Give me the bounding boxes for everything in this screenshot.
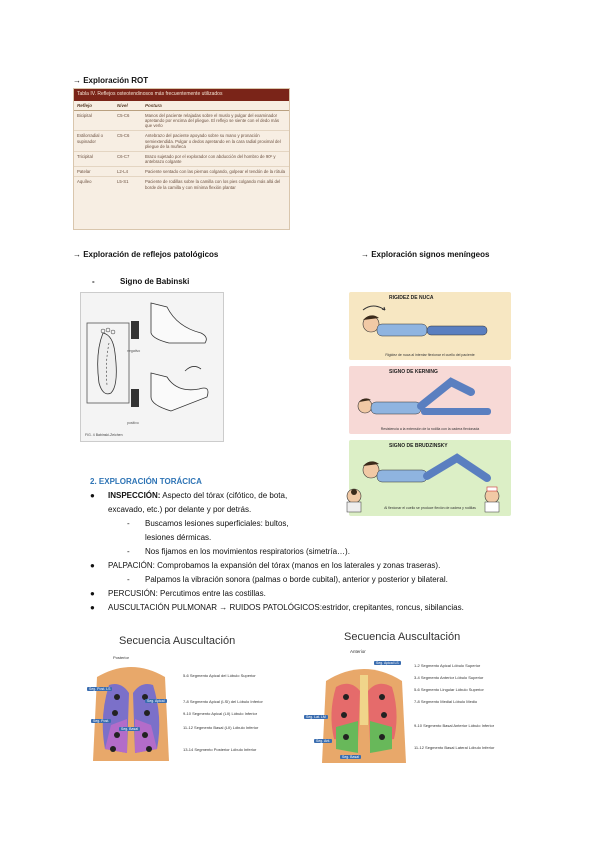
babinski-label: Signo de Babinski: [120, 277, 190, 286]
ausc-left-note: 5-6 Segmento Apical del Lóbulo Superior: [183, 673, 256, 678]
segment-tag: Seg. Ant.: [316, 739, 331, 743]
rot-cell: L2-L4: [117, 169, 128, 175]
percusion-label: PERCUSIÓN:: [108, 589, 158, 598]
palpacion-text: Comprobamos la expansión del tórax (manos en los laterales y zonas traseras).: [157, 561, 441, 570]
rot-cell: C6-C7: [117, 153, 130, 159]
dash: -: [127, 519, 130, 528]
rot-cell: C5-C6: [117, 133, 130, 139]
ausc-left-subtitle: Posterior: [113, 655, 130, 660]
ausc-right-subtitle: Anterior: [350, 649, 366, 654]
babinski-positive-label: positivo: [127, 421, 139, 425]
cartoon-doctor-icon: [340, 486, 368, 514]
rot-cell: Paciente de rodillas sobre la camilla con los pies colgando más allá del borde de la camilla y con mínima flexión plantar: [145, 179, 281, 190]
babinski-dash: -: [92, 277, 95, 286]
ausc-left-note: 13-14 Segmento Posterior Lóbulo Inferior: [183, 747, 257, 752]
panel-title: RIGIDEZ DE NUCA: [389, 295, 434, 301]
segment-tag: Seg. Apical: [147, 699, 165, 703]
babinski-caption: FIG. 4 Babinski-Zeichen: [85, 433, 123, 437]
bullet: ●: [90, 561, 95, 570]
rot-cell: Estilorradial o supinador: [77, 133, 104, 144]
segment-tag: Seg. Lat. LM: [306, 715, 326, 719]
rot-cell: Brazo sujetado por el explorador con abducción del hombro de 90º y antebrazo colgante: [145, 153, 276, 165]
reflejos-heading: → Exploración de reflejos patológicos: [73, 250, 219, 259]
rot-table-title: Tabla IV. Reflejos osteotendinosos más frecuentemente utilizados: [74, 89, 289, 101]
rigidez-nuca-illustration: [353, 302, 507, 348]
table-row: [74, 152, 289, 167]
babinski-illustration: [81, 293, 223, 441]
meningeal-panel-kerning: [349, 366, 511, 434]
rot-cell: C5-C6: [117, 113, 130, 118]
front-torso-illustration: [318, 657, 410, 765]
babinski-negative-label: negativo: [127, 349, 141, 353]
rot-cell: Tricipital: [77, 153, 93, 159]
rot-cell: Manos del paciente relajadas sobre el muslo y pulgar del examinador apretando por encima del pliegue. El reflejo se siente con el dedo más que verlo: [145, 113, 280, 129]
dash: -: [127, 575, 130, 584]
meningeos-heading: → Exploración signos meníngeos: [361, 250, 490, 259]
segment-tag: Seg. Apical LS: [376, 661, 399, 665]
ausc-right-title: Secuencia Auscultación: [344, 631, 461, 643]
ausc-right-note: 5-6 Segmento Lingular Lóbulo Superior: [414, 687, 484, 692]
ausc-left-note: 11-12 Segmento Basal (LII) Lóbulo Inferior: [183, 725, 259, 730]
segment-tag: Seg. Basal: [342, 755, 359, 759]
inspeccion-sub1-line2: lesiones dérmicas.: [145, 533, 212, 542]
rot-header-nivel: Nivel: [117, 103, 128, 108]
table-row: [74, 167, 289, 177]
rot-table-image: [73, 88, 290, 230]
panel-caption: Resistencia a la extensión de la rodilla con la cadera flexionada: [380, 427, 480, 431]
dash: -: [127, 547, 130, 556]
table-row: [74, 131, 289, 151]
palpacion-item: [108, 561, 440, 570]
auscultacion-item: [108, 603, 464, 612]
toracica-title: 2. EXPLORACIÓN TORÁCICA: [90, 477, 202, 486]
palpacion-sub: Palpamos la vibración sonora (palmas o borde cubital), anterior y posterior y bilateral.: [145, 575, 448, 584]
percusion-item: [108, 589, 266, 598]
auscultation-anterior-figure: [304, 627, 514, 767]
auscultacion-label: AUSCULTACIÓN PULMONAR → RUIDOS PATOLÓGICOS:: [108, 603, 322, 612]
table-row: [74, 111, 289, 131]
inspeccion-sub1-line1: Buscamos lesiones superficiales: bultos,: [145, 519, 289, 528]
inspeccion-item: [108, 491, 287, 500]
rot-cell: Bicipital: [77, 113, 92, 118]
meningeal-panel-nuca: [349, 292, 511, 360]
ausc-left-title: Secuencia Auscultación: [119, 635, 236, 647]
ausc-right-note: 1-2 Segmento Apical Lóbulo Superior: [414, 663, 481, 668]
bullet: ●: [90, 491, 95, 500]
babinski-figure: [80, 292, 224, 442]
panel-title: SIGNO DE BRUDZINSKY: [389, 443, 448, 449]
auscultacion-text: estridor, crepitantes, roncus, sibilancias.: [321, 603, 464, 612]
ausc-left-note: 7-8 Segmento Apical (LSI) del Lóbulo Inferior: [183, 699, 263, 704]
rot-cell: Patelar: [77, 169, 91, 175]
cartoon-nurse-icon: [478, 486, 506, 514]
rot-header-reflejo: Reflejo: [77, 103, 93, 108]
kerning-illustration: [353, 376, 507, 422]
rot-table-header: [74, 101, 289, 111]
ausc-right-note: 9-10 Segmento Basal Anterior Lóbulo Inferior: [414, 723, 495, 728]
rot-cell: Antebrazo del paciente apoyado sobre su mano y pronación semiextendida. Pulgar o dedos apretando en la cara radial proximal del pliegue de la muñeca: [145, 133, 281, 149]
rot-header-postura: Postura: [145, 103, 162, 108]
segment-tag: Seg. Post. LS: [89, 687, 111, 691]
inspeccion-text: Aspecto del tórax (cifótico, de bota,: [162, 491, 288, 500]
panel-caption: Al flexionar el cuello se produce flexión de cadera y rodillas: [384, 506, 476, 510]
segment-tag: Seg. Post.: [93, 719, 110, 723]
ausc-right-note: 7-8 Segmento Medial Lóbulo Medio: [414, 699, 478, 704]
ausc-right-note: 11-12 Segmento Basal Lateral Lóbulo Inferior: [414, 745, 495, 750]
panel-title: SIGNO DE KERNING: [389, 369, 438, 375]
percusion-text: Percutimos entre las costillas.: [160, 589, 266, 598]
bullet: ●: [90, 589, 95, 598]
ausc-left-note: 9-10 Segmento Apical (LII) Lóbulo Inferior: [183, 711, 258, 716]
auscultation-posterior-figure: [83, 627, 283, 767]
rot-cell: Aquíleo: [77, 179, 92, 185]
rot-cell: L5-S1: [117, 179, 129, 185]
table-row: [74, 177, 289, 191]
brudzinsky-illustration: [353, 450, 507, 490]
inspeccion-text2: excavado, etc.) por delante y por detrás.: [108, 505, 252, 514]
panel-caption: Rigidez de nuca al intentar flexionar el cuello del paciente: [385, 353, 475, 357]
ausc-right-note: 3-4 Segmento Anterior Lóbulo Superior: [414, 675, 484, 680]
bullet: ●: [90, 603, 95, 612]
rot-heading: → Exploración ROT: [73, 76, 149, 85]
inspeccion-sub2: Nos fijamos en los movimientos respiratorios (simetría…).: [145, 547, 350, 556]
inspeccion-label: INSPECCIÓN:: [108, 491, 161, 500]
rot-cell: Paciente sentado con las piernas colgando, golpear el tendón de la rótula: [145, 169, 285, 175]
palpacion-label: PALPACIÓN:: [108, 561, 155, 570]
segment-tag: Seg. Basal: [121, 727, 138, 731]
back-torso-illustration: [87, 657, 175, 765]
